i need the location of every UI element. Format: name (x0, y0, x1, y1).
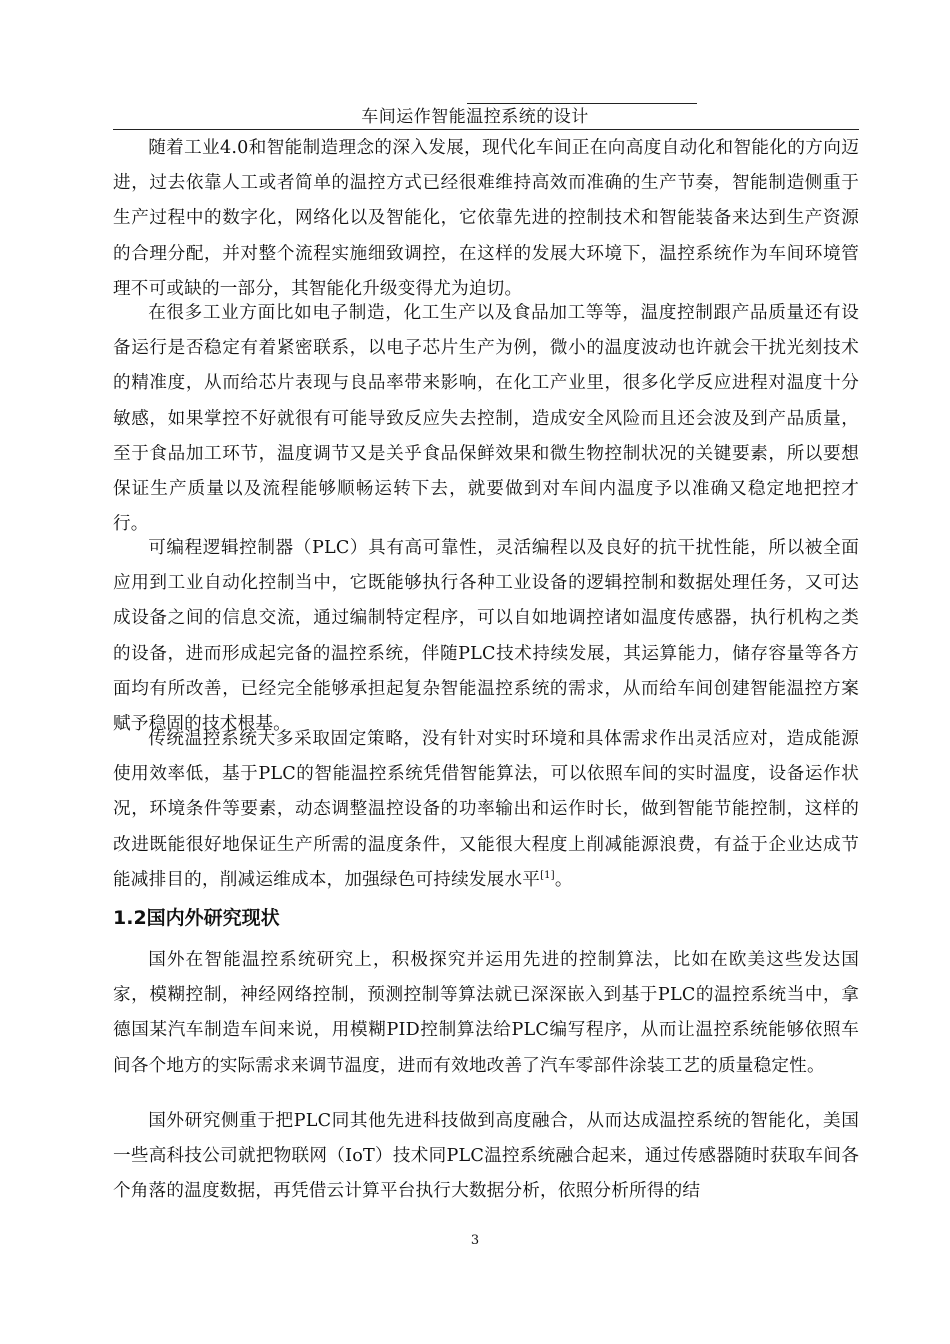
page-number: 3 (470, 1233, 480, 1248)
header-rule (113, 129, 859, 130)
section-heading: 1.2国内外研究现状 (113, 907, 280, 929)
paragraph-6: 国外研究侧重于把PLC同其他先进科技做到高度融合，从而达成温控系统的智能化，美国一些高科技公司就把物联网（IoT）技术同PLC温控系统融合起来，通过传感器随时获取车间各个角落的温度数据，再凭借云计算平台执行大数据分析，依照分析所得的结 (113, 1111, 859, 1202)
paragraph-4 (113, 722, 859, 898)
paragraph-1: 随着工业4.0和智能制造理念的深入发展，现代化车间正在向高度自动化和智能化的方向迈进，过去依靠人工或者简单的温控方式已经很难维持高效而准确的生产节奏，智能制造侧重于生产过程中的数字化，网络化以及智能化，它依靠先进的控制技术和智能装备来达到生产资源的合理分配，并对整个流程实施细致调控，在这样的发展大环境下，温控系统作为车间环境管理不可或缺的一部分，其智能化升级变得尤为迫切。 (113, 138, 859, 299)
paragraph-3: 可编程逻辑控制器（PLC）具有高可靠性，灵活编程以及良好的抗干扰性能，所以被全面应用到工业自动化控制当中，它既能够执行各种工业设备的逻辑控制和数据处理任务，又可达成设备之间的信息交流，通过编制特定程序，可以自如地调控诸如温度传感器，执行机构之类的设备，进而形成起完备的温控系统，伴随PLC技术持续发展，其运算能力，储存容量等各方面均有所改善，已经完全能够承担起复杂智能温控系统的需求，从而给车间创建智能温控方案赋予稳固的技术根基。 (113, 538, 859, 735)
paragraph-4-end: 。 (554, 869, 573, 890)
paragraph-2: 在很多工业方面比如电子制造，化工生产以及食品加工等等，温度控制跟产品质量还有设备运行是否稳定有着紧密联系，以电子芯片生产为例，微小的温度波动也许就会干扰光刻技术的精准度，从而给芯片表现与良品率带来影响，在化工产业里，很多化学反应进程对温度十分敏感，如果掌控不好就很有可能导致反应失去控制，造成安全风险而且还会波及到产品质量，至于食品加工环节，温度调节又是关乎食品保鲜效果和微生物控制状况的关键要素，所以要想保证生产质量以及流程能够顺畅运转下去，就要做到对车间内温度予以准确又稳定地把控才行。 (113, 303, 859, 535)
citation-ref[interactable]: [1] (540, 869, 555, 881)
header-top-rule (467, 103, 697, 104)
paragraph-5: 国外在智能温控系统研究上，积极探究并运用先进的控制算法，比如在欧美这些发达国家，模糊控制，神经网络控制，预测控制等算法就已深深嵌入到基于PLC的温控系统当中，拿德国某汽车制造车间来说，用模糊PID控制算法给PLC编写程序，从而让温控系统能够依照车间各个地方的实际需求来调节温度，进而有效地改善了汽车零部件涂装工艺的质量稳定性。 (113, 950, 859, 1076)
paragraph-4-text: 传统温控系统大多采取固定策略，没有针对实时环境和具体需求作出灵活应对，造成能源使用效率低，基于PLC的智能温控系统凭借智能算法，可以依照车间的实时温度，设备运作状况，环境条件等要素，动态调整温控设备的功率输出和运作时长，做到智能节能控制，这样的改进既能很好地保证生产所需的温度条件，又能很大程度上削减能源浪费，有益于企业达成节能减排目的，削减运维成本，加强绿色可持续发展水平 (113, 729, 859, 890)
running-header-title: 车间运作智能温控系统的设计 (361, 107, 589, 127)
